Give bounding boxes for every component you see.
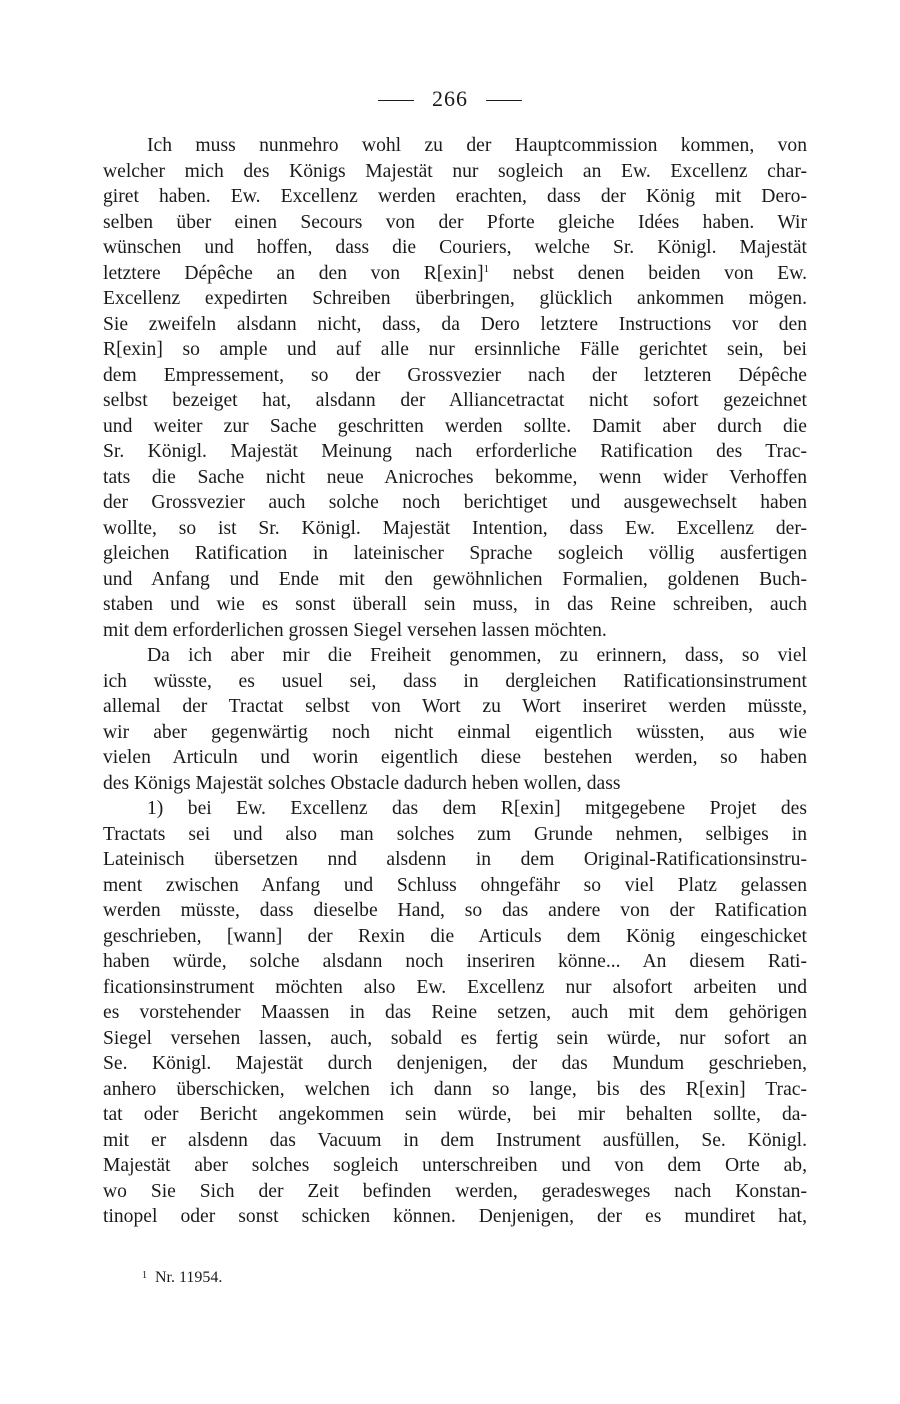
text-line: giret haben. Ew. Excellenz werden erachten, dass der König mit Dero- [103, 186, 807, 207]
text-line: Excellenz expedirten Schreiben überbringen, glücklich ankommen mögen. [103, 288, 807, 309]
text-line: Sie zweifeln alsdann nicht, dass, da Dero letztere Instructions vor den [103, 313, 807, 335]
text-line: Ich muss nunmehro wohl zu der Hauptcommission kommen, von [147, 135, 807, 156]
text-line: haben würde, solche alsdann noch inseriren könne... An diesem Rati- [103, 951, 807, 972]
text-line: Siegel versehen lassen, auch, sobald es fertig sein würde, nur sofort an [103, 1027, 807, 1049]
text-line-part: nebst denen beiden von Ew. [489, 262, 807, 284]
text-line: tinopel oder sonst schicken können. Denjenigen, der es mundiret hat, [103, 1206, 807, 1227]
paragraph-3 [103, 796, 807, 1230]
text-line: anhero überschicken, welchen ich dann so lange, bis des R[exin] Trac- [103, 1078, 807, 1100]
text-line: wir aber gegenwärtig noch nicht einmal eigentlich wüssten, aus wie [103, 721, 807, 743]
text-line-part: letztere Dépêche an den von R[exin] [103, 262, 484, 284]
page-header [0, 86, 900, 112]
text-line: 1) bei Ew. Excellenz das dem R[exin] mitgegebene Projet des [147, 798, 807, 819]
text-line: welcher mich des Königs Majestät nur sogleich an Ew. Excellenz char- [103, 160, 807, 182]
text-line: tats die Sache nicht neue Anicroches bekomme, wenn wider Verhoffen [103, 466, 807, 488]
text-line-with-footnote [103, 261, 807, 287]
text-line: Majestät aber solches sogleich unterschreiben und von dem Orte ab, [103, 1155, 807, 1176]
text-line: des Königs Majestät solches Obstacle dadurch heben wollen, dass [103, 772, 621, 794]
text-line: es vorstehender Maassen in das Reine setzen, auch mit dem gehörigen [103, 1002, 807, 1023]
text-line: vielen Articuln und worin eigentlich diese bestehen werden, so haben [103, 747, 807, 768]
text-line: staben und wie es sonst überall sein muss, in das Reine schreiben, auch [103, 594, 807, 615]
footnote-reference[interactable]: 1 [483, 262, 490, 275]
text-line: werden müsste, dass dieselbe Hand, so das andere von der Ratification [103, 900, 807, 921]
text-line: gleichen Ratification in lateinischer Sprache sogleich völlig ausfertigen [103, 543, 807, 564]
paragraph-1 [103, 133, 807, 643]
footnote-text: Nr. 11954. [155, 1269, 223, 1286]
text-line: wo Sie Sich der Zeit befinden werden, geradesweges nach Konstan- [103, 1180, 807, 1202]
footnote-mark: 1 [142, 1270, 147, 1281]
text-line: selben über einen Secours von der Pforte gleiche Idées haben. Wir [103, 211, 807, 233]
text-line: mit er alsdenn das Vacuum in dem Instrument ausfüllen, Se. Königl. [103, 1129, 807, 1151]
text-line: der Grossvezier auch solche noch berichtiget und ausgewechselt haben [103, 492, 807, 513]
text-line: Sr. Königl. Majestät Meinung nach erforderliche Ratification des Trac- [103, 441, 807, 462]
text-line: und Anfang und Ende mit den gewöhnlichen Formalien, goldenen Buch- [103, 568, 807, 590]
text-line: ficationsinstrument möchten also Ew. Excellenz nur alsofort arbeiten und [103, 976, 807, 998]
text-line: dem Empressement, so der Grossvezier nach der letzteren Dépêche [103, 364, 807, 386]
text-line: wollte, so ist Sr. Königl. Majestät Intention, dass Ew. Excellenz der- [103, 517, 807, 539]
text-line: Tractats sei und also man solches zum Grunde nehmen, selbiges in [103, 823, 807, 845]
text-line: tat oder Bericht angekommen sein würde, bei mir behalten sollte, da- [103, 1104, 807, 1125]
paragraph-2 [103, 643, 807, 796]
text-line: wünschen und hoffen, dass die Couriers, welche Sr. Königl. Majestät [103, 237, 807, 258]
text-line: geschrieben, [wann] der Rexin die Articuls dem König eingeschicket [103, 925, 807, 947]
body-text [103, 133, 807, 1230]
text-line: allemal der Tractat selbst von Wort zu Wort inseriret werden müsste, [103, 696, 807, 717]
header-dash-right [486, 100, 522, 101]
text-line: ich wüsste, es usuel sei, dass in dergleichen Ratificationsinstrument [103, 670, 807, 692]
text-line: und weiter zur Sache geschritten werden sollte. Damit aber durch die [103, 415, 807, 437]
text-line: Lateinisch übersetzen nnd alsdenn in dem Original-Ratificationsinstru- [103, 849, 807, 870]
text-line: Da ich aber mir die Freiheit genommen, zu erinnern, dass, so viel [147, 645, 807, 666]
header-dash-left [378, 100, 414, 101]
text-line: R[exin] so ample und auf alle nur ersinnliche Fälle gerichtet sein, bei [103, 339, 807, 360]
text-line: ment zwischen Anfang und Schluss ohngefähr so viel Platz gelassen [103, 874, 807, 896]
page-number: 266 [432, 86, 468, 111]
footnote [142, 1266, 222, 1288]
text-line: selbst bezeiget hat, alsdann der Alliancetractat nicht sofort gezeichnet [103, 390, 807, 411]
text-line: mit dem erforderlichen grossen Siegel versehen lassen möchten. [103, 619, 607, 641]
text-line: Se. Königl. Majestät durch denjenigen, der das Mundum geschrieben, [103, 1053, 807, 1074]
